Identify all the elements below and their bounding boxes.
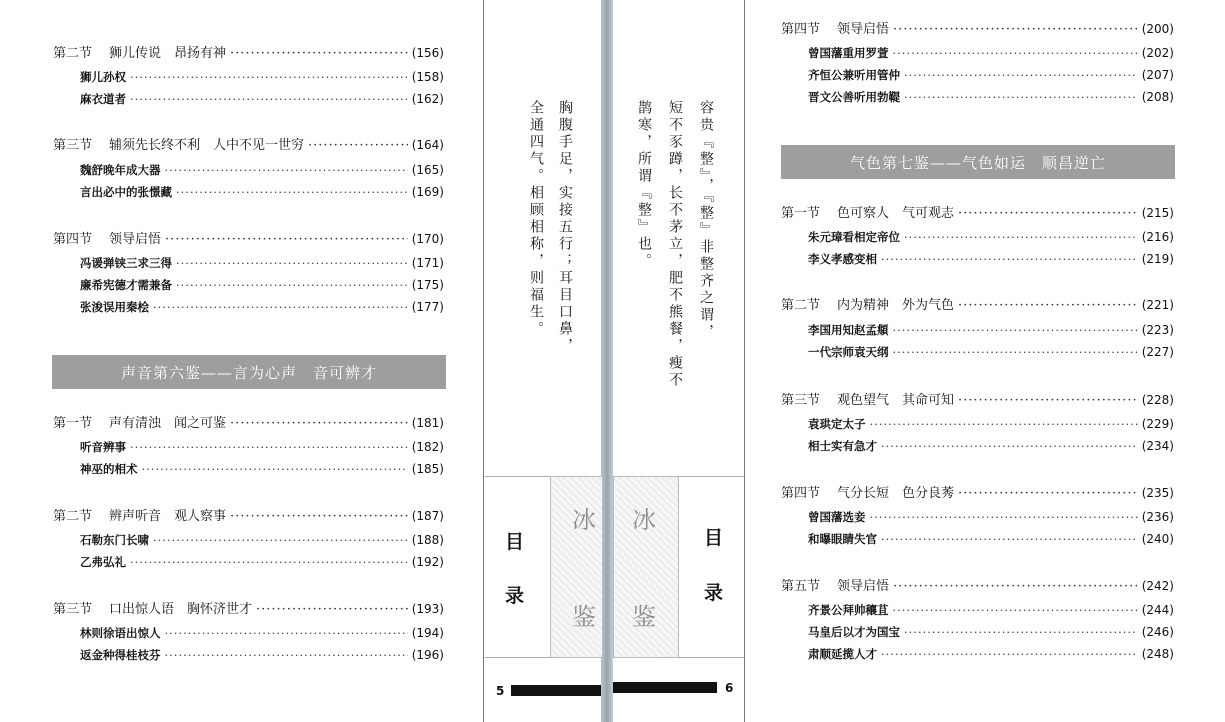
page-edge-left <box>483 0 484 722</box>
vertical-quote-line: 短不豕蹲，长不茅立，肥不熊餐，瘦不 <box>667 100 683 389</box>
toc-section[interactable]: 第二节 内为精神 外为气色 ····· (221) <box>781 294 1174 313</box>
toc-item[interactable]: 麻衣道者 ····· (162) <box>80 91 444 107</box>
toc-section[interactable]: 第四节 气分长短 色分良莠 ····· (235) <box>781 482 1174 501</box>
toc-section[interactable]: 第四节 领导启悟 ····· (200) <box>781 18 1174 37</box>
toc-item[interactable]: 魏舒晚年成大器 ····· (165) <box>80 162 444 178</box>
toc-item[interactable]: 曾国藩重用罗萱 ····· (202) <box>808 45 1174 61</box>
toc-item[interactable]: 相士实有急才 ····· (234) <box>808 438 1174 454</box>
mulu-char: 录 <box>704 582 724 604</box>
vertical-quote-line: 鹊寒，所谓『整』也。 <box>636 100 652 270</box>
toc-item[interactable]: 曾国藩选妾 ····· (236) <box>808 509 1174 525</box>
toc-item[interactable]: 马皇后以才为国宝 ····· (246) <box>808 624 1174 640</box>
toc-section[interactable]: 第一节 色可察人 气可观志 ····· (215) <box>781 202 1174 221</box>
toc-item[interactable]: 袁珙定太子 ····· (229) <box>808 416 1174 432</box>
toc-item[interactable]: 言出必中的张憬藏 ····· (169) <box>80 184 444 200</box>
toc-item[interactable]: 神巫的相术 ····· (185) <box>80 461 444 477</box>
chapter-banner[interactable]: 气色第七鉴——气色如运 顺昌逆亡 <box>781 145 1175 179</box>
toc-page-number: (156) <box>411 46 444 60</box>
toc-section-title: 色可察人 气可观志 <box>837 206 955 221</box>
title-char: 鉴 <box>632 603 656 631</box>
vertical-quote-line: 全通四气。相顾相称，则福生。 <box>528 100 544 338</box>
page-number-right: 6 <box>725 681 734 695</box>
title-char: 冰 <box>572 506 596 534</box>
page-edge-right <box>744 0 745 722</box>
page-number-bar <box>613 682 717 693</box>
toc-item[interactable]: 冯谖弹铗三求三得 ····· (171) <box>80 255 444 271</box>
toc-section-title: 狮儿传说 昂扬有神 <box>109 46 227 61</box>
vertical-quote-line: 容贵『整』，『整』非整齐之谓， <box>698 100 714 341</box>
toc-section-title: 观色望气 其命可知 <box>837 393 955 408</box>
toc-item[interactable]: 一代宗师袁天纲 ····· (227) <box>808 344 1174 360</box>
toc-section-title: 辨声听音 观人察事 <box>109 509 227 524</box>
toc-item[interactable]: 返金种得桂枝芬 ····· (196) <box>80 647 444 663</box>
toc-section-title: 领导启悟 <box>837 22 890 37</box>
toc-section-title: 领导启悟 <box>109 232 162 247</box>
toc-item[interactable]: 和曝眼睛失官 ····· (240) <box>808 531 1174 547</box>
toc-item[interactable]: 石勒东门长啸 ····· (188) <box>80 532 444 548</box>
toc-section-title: 声有清浊 闻之可鉴 <box>109 416 227 431</box>
mulu-char: 录 <box>505 585 525 607</box>
toc-item[interactable]: 听音辨事 ····· (182) <box>80 439 444 455</box>
page-number-bar <box>511 685 601 696</box>
toc-section[interactable]: 第三节 观色望气 其命可知 ····· (228) <box>781 389 1174 408</box>
toc-item[interactable]: 齐恒公兼听用管仲 ····· (207) <box>808 67 1174 83</box>
toc-section-title: 领导启悟 <box>837 579 890 594</box>
toc-item[interactable]: 乙弗弘礼 ····· (192) <box>80 554 444 570</box>
toc-item[interactable]: 林则徐语出惊人 ····· (194) <box>80 625 444 641</box>
toc-section[interactable]: 第三节 辅须先长终不利 人中不见一世穷 ····· (164) <box>53 134 444 153</box>
title-char: 冰 <box>632 506 656 534</box>
toc-item[interactable]: 狮儿孙权 ····· (158) <box>80 69 444 85</box>
toc-item[interactable]: 朱元璋看相定帝位 ····· (216) <box>808 229 1174 245</box>
vertical-quote-line: 胸腹手足，实接五行；耳目口鼻， <box>557 100 573 355</box>
toc-section-title: 内为精神 外为气色 <box>837 298 955 313</box>
toc-section-title: 气分长短 色分良莠 <box>837 486 955 501</box>
toc-item[interactable]: 晋文公善听用勃鞮 ····· (208) <box>808 89 1174 105</box>
toc-section[interactable]: 第四节 领导启悟 ····· (170) <box>53 228 444 247</box>
toc-item[interactable]: 李义孝感变相 ····· (219) <box>808 251 1174 267</box>
toc-section[interactable]: 第二节 狮儿传说 昂扬有神 ····· (156) <box>53 42 444 61</box>
toc-item[interactable]: 张浚误用秦桧 ····· (177) <box>80 299 444 315</box>
toc-item[interactable]: 肃顺延揽人才 ····· (248) <box>808 646 1174 662</box>
mulu-char: 目 <box>505 531 525 553</box>
title-char: 鉴 <box>572 603 596 631</box>
mulu-char: 目 <box>704 527 724 549</box>
toc-section[interactable]: 第五节 领导启悟 ····· (242) <box>781 575 1174 594</box>
toc-item[interactable]: 齐景公拜帅穰苴 ····· (244) <box>808 602 1174 618</box>
toc-item[interactable]: 廉希宪德才需兼备 ····· (175) <box>80 277 444 293</box>
toc-section[interactable]: 第二节 辨声听音 观人察事 ····· (187) <box>53 505 444 524</box>
chapter-banner[interactable]: 声音第六鉴——言为心声 音可辨才 <box>52 355 446 389</box>
page-number-left: 5 <box>496 684 505 698</box>
toc-section[interactable]: 第一节 声有清浊 闻之可鉴 ····· (181) <box>53 412 444 431</box>
toc-section-title: 辅须先长终不利 人中不见一世穷 <box>109 138 305 153</box>
toc-section-title: 口出惊人语 胸怀济世才 <box>109 602 253 617</box>
toc-item[interactable]: 李国用知赵孟頫 ····· (223) <box>808 322 1174 338</box>
toc-section[interactable]: 第三节 口出惊人语 胸怀济世才 ····· (193) <box>53 598 444 617</box>
